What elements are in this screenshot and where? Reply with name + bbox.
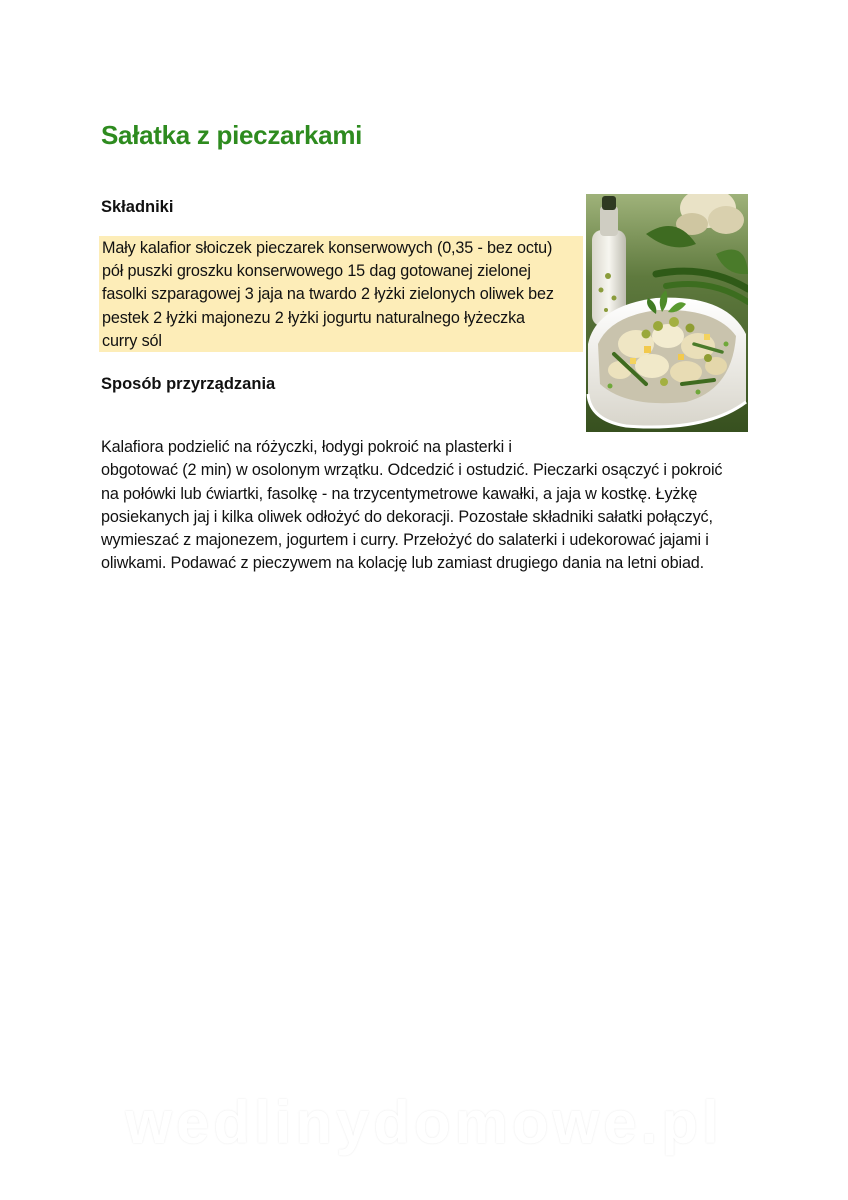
preparation-line: oliwkami. Podawać z pieczywem na kolację lub zamiast drugiego dania na letni obiad.: [101, 554, 705, 573]
ingredients-list: [99, 236, 583, 352]
preparation-line: obgotować (2 min) w osolonym wrzątku. Odcedzić i ostudzić. Pieczarki osączyć i pokroić: [101, 461, 723, 480]
preparation-line: wymieszać z majonezem, jogurtem i curry. Przełożyć do salaterki i udekorować jajami i: [101, 531, 709, 550]
page-title: Sałatka z pieczarkami: [101, 120, 363, 150]
preparation-line: posiekanych jaj i kilka oliwek odłożyć do dekoracji. Pozostałe składniki sałatki połączyć,: [101, 507, 713, 526]
preparation-line: Kalafiora podzielić na różyczki, łodygi pokroić na plasterki i: [101, 438, 512, 456]
ingredients-line: Mały kalafior słoiczek pieczarek konserwowych (0,35 - bez octu): [102, 239, 553, 257]
site-watermark: wedlinydomowe.pl: [125, 1089, 723, 1156]
ingredients-line: fasolki szparagowej 3 jaja na twardo 2 łyżki zielonych oliwek bez: [102, 285, 554, 304]
preparation-heading: Sposób przyrządzania: [101, 375, 276, 393]
preparation-text: [101, 436, 761, 576]
salad-photo-illustration: [586, 194, 748, 432]
ingredients-line: pół puszki groszku konserwowego 15 dag gotowanej zielonej: [102, 262, 531, 281]
ingredients-line: curry sól: [102, 331, 162, 350]
salad-bowl-photo: [586, 194, 748, 432]
preparation-line: na połówki lub ćwiartki, fasolkę - na trzycentymetrowe kawałki, a jaja w kostkę. Łyżkę: [101, 484, 698, 503]
ingredients-line: pestek 2 łyżki majonezu 2 łyżki jogurtu naturalnego łyżeczka: [102, 308, 525, 327]
ingredients-heading: Składniki: [101, 198, 174, 216]
